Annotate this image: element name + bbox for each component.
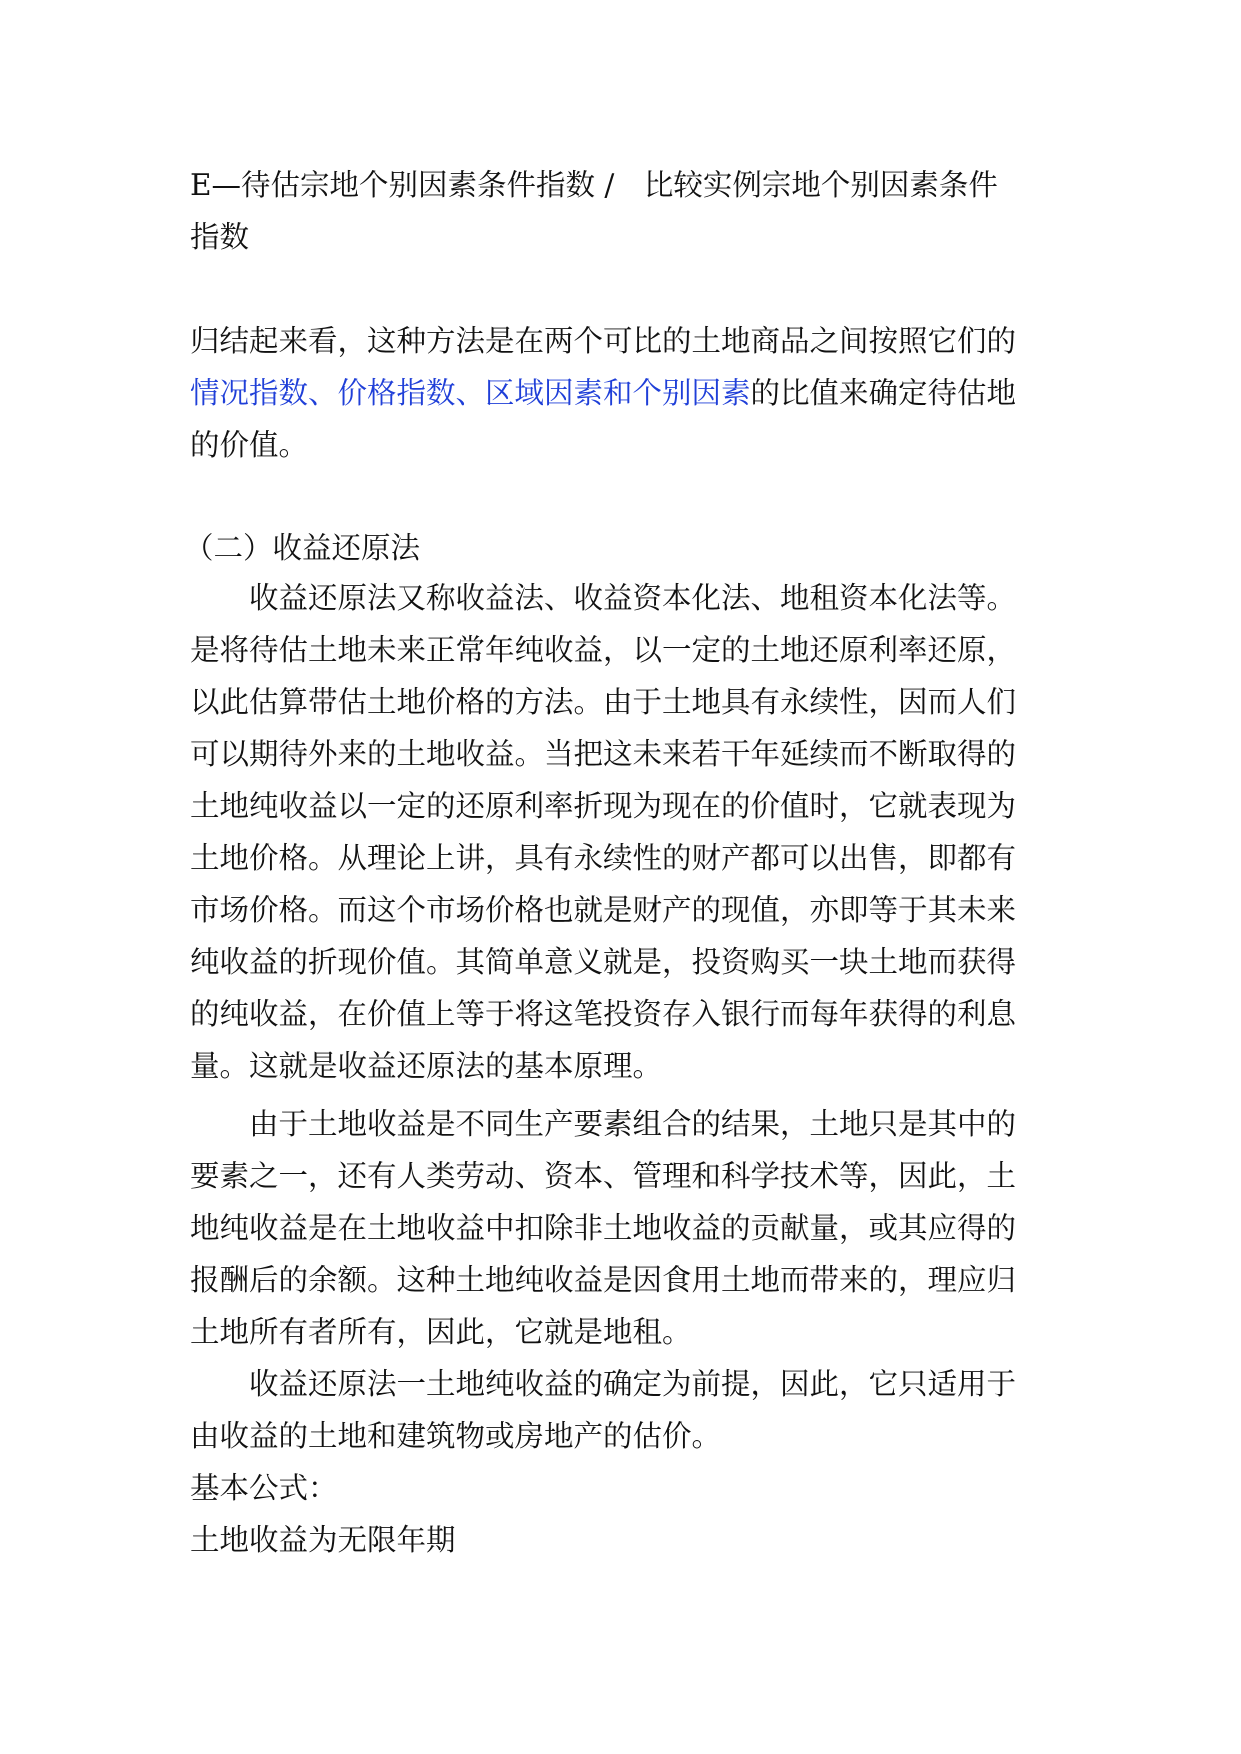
formula-definition-line-2: 指数 xyxy=(190,220,250,254)
paragraph-line: 报酬后的余额。这种土地纯收益是因食用土地而带来的，理应归 xyxy=(190,1263,1017,1297)
summary-line-2-rest: 的比值来确定待估地 xyxy=(750,376,1017,410)
case-heading: 土地收益为无限年期 xyxy=(190,1523,456,1557)
paragraph-line: 是将待估土地未来正常年纯收益，以一定的土地还原利率还原， xyxy=(190,633,1017,667)
paragraph-line: 以此估算带估土地价格的方法。由于土地具有永续性，因而人们 xyxy=(190,685,1017,719)
paragraph-line: 收益还原法又称收益法、收益资本化法、地租资本化法等。 xyxy=(249,581,1017,615)
paragraph-net-income xyxy=(190,1098,1060,1358)
paragraph-line: 土地所有者所有，因此，它就是地租。 xyxy=(190,1315,692,1349)
paragraph-line: 市场价格。而这个市场价格也就是财产的现值，亦即等于其未来 xyxy=(190,893,1017,927)
summary-paragraph xyxy=(190,315,1060,471)
formula-definition xyxy=(190,159,1060,263)
summary-line-2 xyxy=(190,367,1060,419)
paragraph-line: 由于土地收益是不同生产要素组合的结果，土地只是其中的 xyxy=(249,1107,1017,1141)
formula-definition-line-1: E—待估宗地个别因素条件指数 / 比较实例宗地个别因素条件 xyxy=(190,168,998,202)
paragraph-line: 土地价格。从理论上讲，具有永续性的财产都可以出售，即都有 xyxy=(190,841,1017,875)
paragraph-line: 量。这就是收益还原法的基本原理。 xyxy=(190,1049,663,1083)
paragraph-line: 可以期待外来的土地收益。当把这未来若干年延续而不断取得的 xyxy=(190,737,1017,771)
paragraph-line: 的纯收益，在价值上等于将这笔投资存入银行而每年获得的利息 xyxy=(190,997,1017,1031)
paragraph-line: 收益还原法一土地纯收益的确定为前提，因此，它只适用于 xyxy=(249,1367,1017,1401)
paragraph-line: 纯收益的折现价值。其简单意义就是，投资购买一块土地而获得 xyxy=(190,945,1017,979)
paragraph-line: 要素之一，还有人类劳动、资本、管理和科学技术等，因此，土 xyxy=(190,1159,1017,1193)
paragraph-line: 由收益的土地和建筑物或房地产的估价。 xyxy=(190,1419,722,1453)
factors-hyperlink[interactable]: 情况指数、价格指数、区域因素和个别因素 xyxy=(190,376,751,410)
formula-heading: 基本公式： xyxy=(190,1471,338,1505)
paragraph-income-method xyxy=(190,572,1060,1092)
summary-line-3: 的价值。 xyxy=(190,428,309,462)
section-heading: （二）收益还原法 xyxy=(184,531,421,565)
summary-line-1: 归结起来看，这种方法是在两个可比的土地商品之间按照它们的 xyxy=(190,324,1017,358)
paragraph-line: 地纯收益是在土地收益中扣除非土地收益的贡献量，或其应得的 xyxy=(190,1211,1017,1245)
paragraph-line: 土地纯收益以一定的还原利率折现为现在的价值时，它就表现为 xyxy=(190,789,1017,823)
paragraph-applicability xyxy=(190,1358,1060,1462)
